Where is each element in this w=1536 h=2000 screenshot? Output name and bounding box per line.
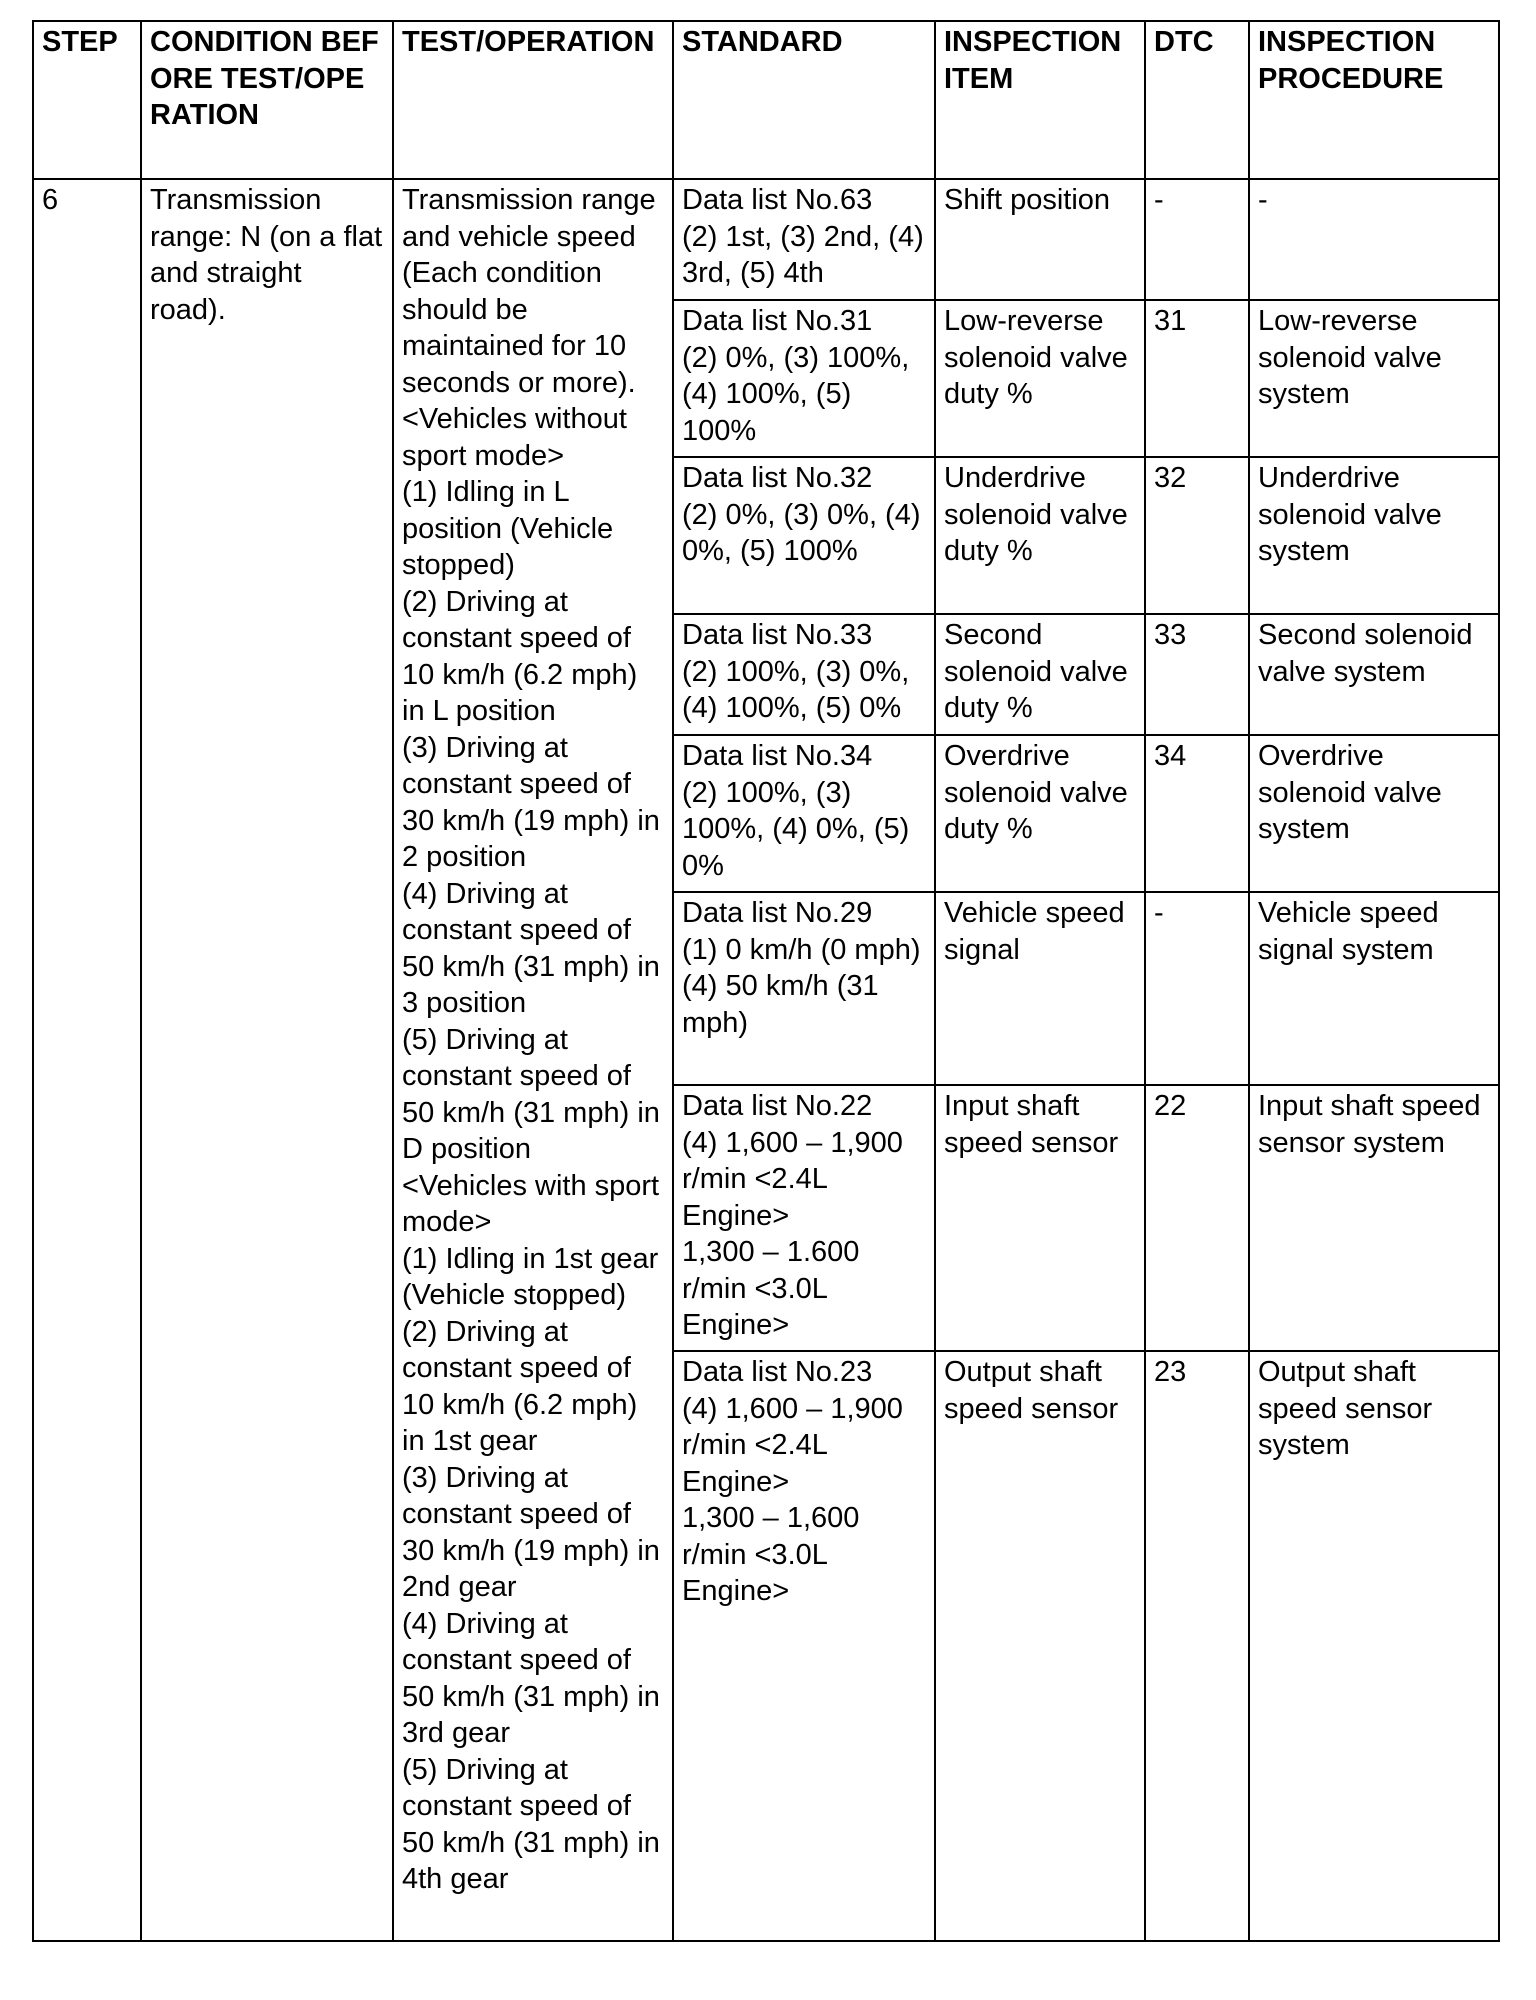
dtc-cell: -: [1145, 892, 1249, 1085]
header-standard: STANDARD: [673, 21, 935, 179]
condition-cell: Transmission range: N (on a flat and straight road).: [141, 179, 393, 1941]
inspection-item-cell: Shift position: [935, 179, 1145, 300]
inspection-procedure-cell: Output shaft speed sensor system: [1249, 1351, 1499, 1941]
dtc-cell: 31: [1145, 300, 1249, 457]
header-inspection-procedure: INSPECTION PROCEDURE: [1249, 21, 1499, 179]
dtc-cell: -: [1145, 179, 1249, 300]
header-dtc: DTC: [1145, 21, 1249, 179]
standard-cell: Data list No.32 (2) 0%, (3) 0%, (4) 0%, (5) 100%: [673, 457, 935, 614]
standard-cell: Data list No.33 (2) 100%, (3) 0%, (4) 100%, (5) 0%: [673, 614, 935, 735]
inspection-procedure-cell: Vehicle speed signal system: [1249, 892, 1499, 1085]
inspection-item-cell: Overdrive solenoid valve duty %: [935, 735, 1145, 892]
dtc-cell: 32: [1145, 457, 1249, 614]
dtc-cell: 33: [1145, 614, 1249, 735]
header-condition: CONDITION BEFORE TEST/OPERATION: [141, 21, 393, 179]
inspection-procedure-cell: Second solenoid valve system: [1249, 614, 1499, 735]
header-step: STEP: [33, 21, 141, 179]
inspection-procedure-cell: Low-reverse solenoid valve system: [1249, 300, 1499, 457]
standard-cell: Data list No.31 (2) 0%, (3) 100%, (4) 100%, (5) 100%: [673, 300, 935, 457]
test-operation-cell: Transmission range and vehicle speed (Each condition should be maintained for 10 seconds or more). <Vehicles without sport mode> (1) Idling in L position (Vehicle stopped) (2) Driving at constant speed of 10 km/h (6.2 mph) in L position (3) Driving at constant speed of 30 km/h (19 mph) in 2 position (4) Driving at constant speed of 50 km/h (31 mph) in 3 position (5) Driving at constant speed of 50 km/h (31 mph) in D position <Vehicles with sport mode> (1) Idling in 1st gear (Vehicle stopped) (2) Driving at constant speed of 10 km/h (6.2 mph) in 1st gear (3) Driving at constant speed of 30 km/h (19 mph) in 2nd gear (4) Driving at constant speed of 50 km/h (31 mph) in 3rd gear (5) Driving at constant speed of 50 km/h (31 mph) in 4th gear: [393, 179, 673, 1941]
inspection-procedure-cell: Overdrive solenoid valve system: [1249, 735, 1499, 892]
dtc-cell: 23: [1145, 1351, 1249, 1941]
header-test-operation: TEST/OPERATION: [393, 21, 673, 179]
standard-cell: Data list No.29 (1) 0 km/h (0 mph) (4) 50 km/h (31 mph): [673, 892, 935, 1085]
inspection-item-cell: Underdrive solenoid valve duty %: [935, 457, 1145, 614]
inspection-item-cell: Vehicle speed signal: [935, 892, 1145, 1085]
table-row: [33, 179, 1499, 300]
inspection-item-cell: Low-reverse solenoid valve duty %: [935, 300, 1145, 457]
header-inspection-item: INSPECTION ITEM: [935, 21, 1145, 179]
inspection-procedure-cell: -: [1249, 179, 1499, 300]
header-row: [33, 21, 1499, 179]
standard-cell: Data list No.22 (4) 1,600 – 1,900 r/min <2.4L Engine> 1,300 – 1.600 r/min <3.0L Engine>: [673, 1085, 935, 1351]
inspection-procedure-cell: Underdrive solenoid valve system: [1249, 457, 1499, 614]
standard-cell: Data list No.23 (4) 1,600 – 1,900 r/min <2.4L Engine> 1,300 – 1,600 r/min <3.0L Engine>: [673, 1351, 935, 1941]
inspection-item-cell: Output shaft speed sensor: [935, 1351, 1145, 1941]
step-cell: 6: [33, 179, 141, 1941]
standard-cell: Data list No.63 (2) 1st, (3) 2nd, (4) 3rd, (5) 4th: [673, 179, 935, 300]
inspection-table: [32, 20, 1500, 1942]
inspection-procedure-cell: Input shaft speed sensor system: [1249, 1085, 1499, 1351]
dtc-cell: 22: [1145, 1085, 1249, 1351]
inspection-item-cell: Second solenoid valve duty %: [935, 614, 1145, 735]
dtc-cell: 34: [1145, 735, 1249, 892]
inspection-item-cell: Input shaft speed sensor: [935, 1085, 1145, 1351]
standard-cell: Data list No.34 (2) 100%, (3) 100%, (4) 0%, (5) 0%: [673, 735, 935, 892]
